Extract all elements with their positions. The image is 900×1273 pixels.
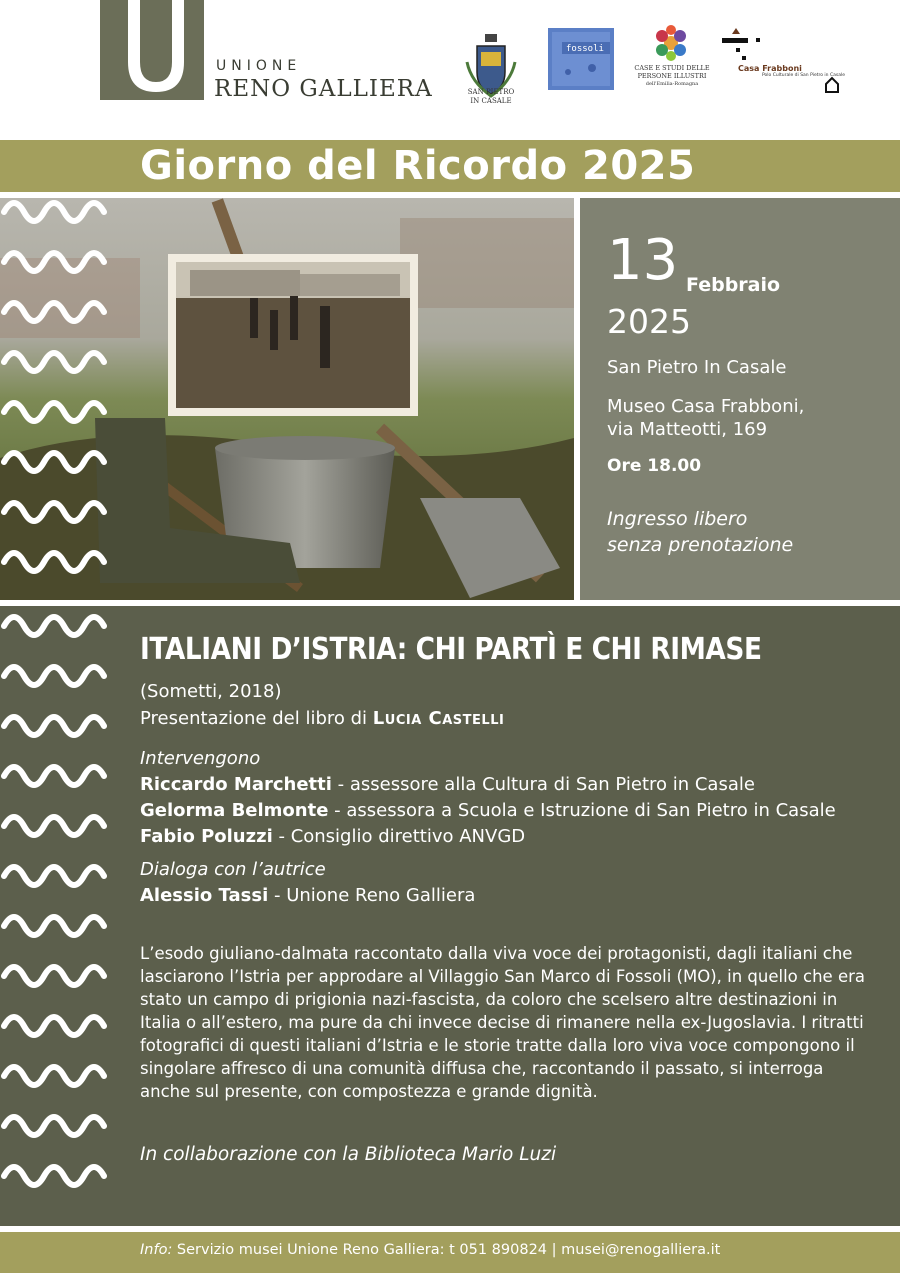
moderator bbox=[140, 857, 890, 909]
speaker-item: Gelorma Belmonte - assessora a Scuola e Istruzione di San Pietro in Casale bbox=[140, 800, 836, 821]
book-presentation: Presentazione del libro di Lucia Castelli bbox=[140, 708, 505, 729]
logo-text-reno-galliera: RENO GALLIERA bbox=[214, 76, 433, 102]
event-day: 13 bbox=[607, 228, 679, 293]
event-description: L’esodo giuliano-dalmata raccontato dalla viva voce dei protagonisti, dagli italiani che lasciarono l’Istria per approdare al Villaggio San Marco di Fossoli (MO), in quello che era stato un campo di prigionia nazi-fascista, da coloro che scelsero altre destinazioni in Italia o all’estero, ma pure da chi invece decise di rimanere nella ex-Jugoslavia. I ritratti fotografici di questi italiani d’Istria e le storie tratte dalla loro viva voce compongono il singolare affresco di una comunità diffusa che, raccontando il passato, si interroga anche sul presente, con compostezza e grande dignità. bbox=[140, 944, 865, 1101]
book-author: Lucia Castelli bbox=[372, 708, 505, 729]
wave-pattern-decoration bbox=[0, 198, 110, 600]
unione-logo-icon bbox=[100, 0, 204, 100]
event-month: Febbraio bbox=[686, 274, 781, 296]
page-title: Giorno del Ricordo 2025 bbox=[140, 143, 696, 189]
san-pietro-label: SAN PIETRO IN CASALE bbox=[467, 88, 515, 105]
footer-contact: Servizio musei Unione Reno Galliera: t 051 890824 | musei@renogalliera.it bbox=[172, 1242, 721, 1258]
speakers-label: Intervengono bbox=[140, 748, 261, 769]
book-meta bbox=[140, 678, 504, 732]
footer-info bbox=[140, 1242, 720, 1258]
speakers-list bbox=[140, 746, 890, 850]
case-illustri-logo-icon bbox=[650, 24, 692, 62]
collaboration-note: In collaborazione con la Biblioteca Mario Luzi bbox=[140, 1144, 557, 1165]
casa-frabboni-subtitle: Polo Culturale di San Pietro in Casale bbox=[762, 73, 845, 78]
logo-text-unione: UNIONE bbox=[216, 58, 302, 74]
event-venue: Museo Casa Frabboni, via Matteotti, 169 bbox=[607, 396, 805, 440]
fossoli-label: fossoli bbox=[566, 44, 604, 54]
event-year: 2025 bbox=[607, 302, 691, 341]
event-time: Ore 18.00 bbox=[607, 456, 702, 476]
speaker-item: Riccardo Marchetti - assessore alla Cultura di San Pietro in Casale bbox=[140, 774, 755, 795]
casa-frabboni-logo-icon bbox=[722, 26, 842, 96]
casa-frabboni-title: Casa Frabboni bbox=[738, 64, 802, 73]
event-entry-note: Ingresso libero senza prenotazione bbox=[607, 508, 794, 556]
moderator-label: Dialoga con l’autrice bbox=[140, 859, 326, 880]
fossoli-logo-icon bbox=[548, 28, 614, 90]
event-place: San Pietro In Casale bbox=[607, 357, 787, 378]
wave-pattern-decoration bbox=[0, 606, 110, 1226]
book-title: ITALIANI D’ISTRIA: CHI PARTÌ E CHI RIMASE bbox=[140, 632, 762, 667]
book-publisher: (Sometti, 2018) bbox=[140, 681, 282, 702]
case-illustri-label: CASE E STUDI DELLE PERSONE ILLUSTRI dell'Emilia-Romagna bbox=[634, 64, 710, 87]
footer-label: Info: bbox=[140, 1242, 173, 1258]
speaker-item: Fabio Poluzzi - Consiglio direttivo ANVGD bbox=[140, 826, 526, 847]
moderator-item: Alessio Tassi - Unione Reno Galliera bbox=[140, 885, 476, 906]
header bbox=[0, 0, 900, 138]
